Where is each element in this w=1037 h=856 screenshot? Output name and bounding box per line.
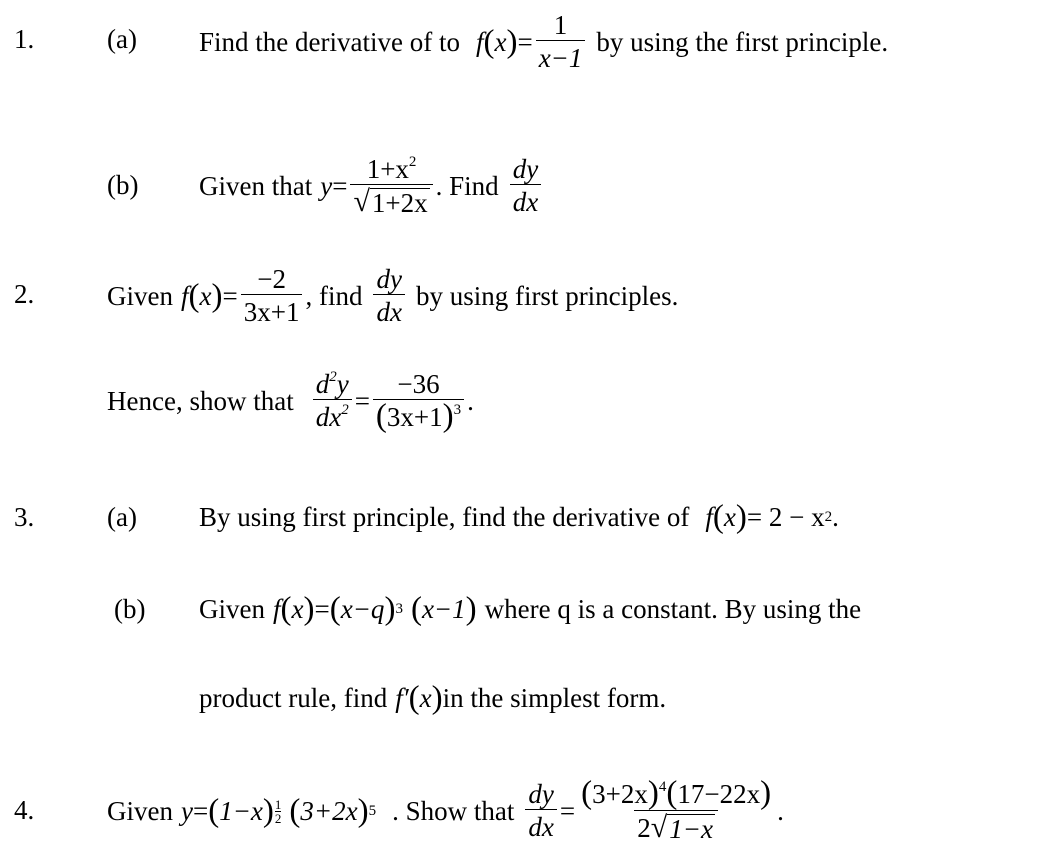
fraction-numerator: 1 bbox=[553, 9, 568, 40]
fraction-denominator bbox=[350, 184, 432, 219]
question-4-show: . Show that bbox=[392, 795, 515, 826]
question-1a-outro: by using the first principle. bbox=[596, 26, 889, 57]
fraction bbox=[536, 10, 586, 75]
question-4-text: Given y = ( 1−x ) 1 2 ( 3+2x ) 5 . Show that $\frac{dy}{dx}$ = $(3+2x)^4(17-22x)$ 2 √ 1−x . bbox=[107, 775, 784, 844]
fraction-denominator: x−1 bbox=[536, 40, 586, 75]
equals-sign: = bbox=[314, 593, 330, 624]
equals-sign: = bbox=[354, 385, 370, 416]
question-1a-label: (a) bbox=[107, 24, 137, 54]
fraction-numerator: $1+x^2$ bbox=[366, 153, 417, 184]
function-symbol: f bbox=[272, 593, 281, 624]
fraction: $(3+2x)^4(17-22x)$ 2 √ 1−x bbox=[581, 775, 772, 844]
question-3b-intro: Given bbox=[199, 593, 265, 624]
question-2-intro: Given bbox=[107, 280, 173, 311]
function-derivative-symbol: f′ bbox=[395, 682, 409, 713]
question-2-hence: Hence, show that $\frac{d^2y}{dx^2}$ = $\frac{-36}{(3x+1)^3}$ . bbox=[107, 368, 474, 434]
question-3b-text: Given f ( x ) = ( x−q ) 3 ( x−1 ) where q is a constant. By using the bbox=[199, 590, 862, 627]
question-1b-find: . Find bbox=[435, 170, 499, 201]
question-1a-text: Find the derivative of to f ( x ) = $\frac{1}{x-1}$ by using the first principle. bbox=[199, 9, 889, 73]
equals-sign: = bbox=[559, 795, 576, 826]
variable: y bbox=[180, 795, 193, 826]
function-symbol: f bbox=[705, 501, 713, 532]
fraction: $\frac{-2}{3x+1}$ bbox=[241, 264, 303, 329]
question-3b-line2: product rule, find f′ ( x ) in the simplest form. bbox=[199, 679, 667, 716]
variable: y bbox=[320, 170, 333, 201]
equals-sign: = bbox=[332, 170, 348, 201]
question-1b-text bbox=[199, 151, 544, 221]
question-3-number: 3. bbox=[14, 502, 35, 532]
derivative-dy-dx: $\frac{dy}{dx}$ bbox=[510, 154, 541, 219]
question-2-text: Given f ( x ) = $\frac{-2}{3x+1}$ , find $\frac{dy}{dx}$ by using first principles. bbox=[107, 263, 679, 327]
question-3a-label: (a) bbox=[107, 502, 137, 532]
equals-sign: = bbox=[222, 280, 238, 311]
question-3a-text: By using first principle, find the derivative of f ( x ) = 2 − x 2 . bbox=[199, 498, 839, 535]
question-2-find: , find bbox=[305, 280, 363, 311]
rhs: = 2 − x bbox=[746, 501, 825, 532]
question-3b-product-rule: product rule, find bbox=[199, 682, 388, 713]
question-4-intro: Given bbox=[107, 795, 173, 826]
equals-sign: = bbox=[192, 795, 209, 826]
question-3b-simplest: in the simplest form. bbox=[442, 682, 667, 713]
function-symbol: f bbox=[180, 280, 189, 311]
question-3a-intro: By using first principle, find the derivative of bbox=[199, 501, 690, 532]
question-2-number: 2. bbox=[14, 279, 35, 309]
fraction: $\frac{-36}{(3x+1)^3}$ bbox=[373, 369, 464, 434]
variable: x bbox=[723, 501, 736, 532]
second-derivative: $\frac{d^2y}{dx^2}$ bbox=[313, 369, 352, 434]
question-2-outro: by using first principles. bbox=[415, 280, 679, 311]
square-root: √ 1+2x bbox=[353, 184, 428, 218]
question-1-number: 1. bbox=[14, 24, 35, 54]
hence-text: Hence, show that bbox=[107, 385, 294, 416]
half-exponent: 1 2 bbox=[274, 796, 282, 826]
derivative-dy-dx: $\frac{dy}{dx}$ bbox=[373, 264, 404, 329]
variable: x bbox=[199, 280, 212, 311]
question-3b-label: (b) bbox=[114, 594, 146, 624]
fraction bbox=[350, 154, 432, 219]
square-root: √ 1−x bbox=[650, 811, 713, 844]
question-4-number: 4. bbox=[14, 795, 35, 825]
question-3b-outro: where q is a constant. By using the bbox=[484, 593, 862, 624]
question-1b-label: (b) bbox=[107, 170, 139, 200]
equals-sign: = bbox=[517, 26, 533, 57]
derivative-dy-dx: $\frac{dy}{dx}$ bbox=[525, 779, 556, 844]
question-1b-intro: Given that bbox=[199, 170, 313, 201]
variable: x bbox=[494, 26, 507, 57]
question-1a-intro: Find the derivative of to bbox=[199, 26, 460, 57]
function-symbol: f bbox=[475, 26, 484, 57]
